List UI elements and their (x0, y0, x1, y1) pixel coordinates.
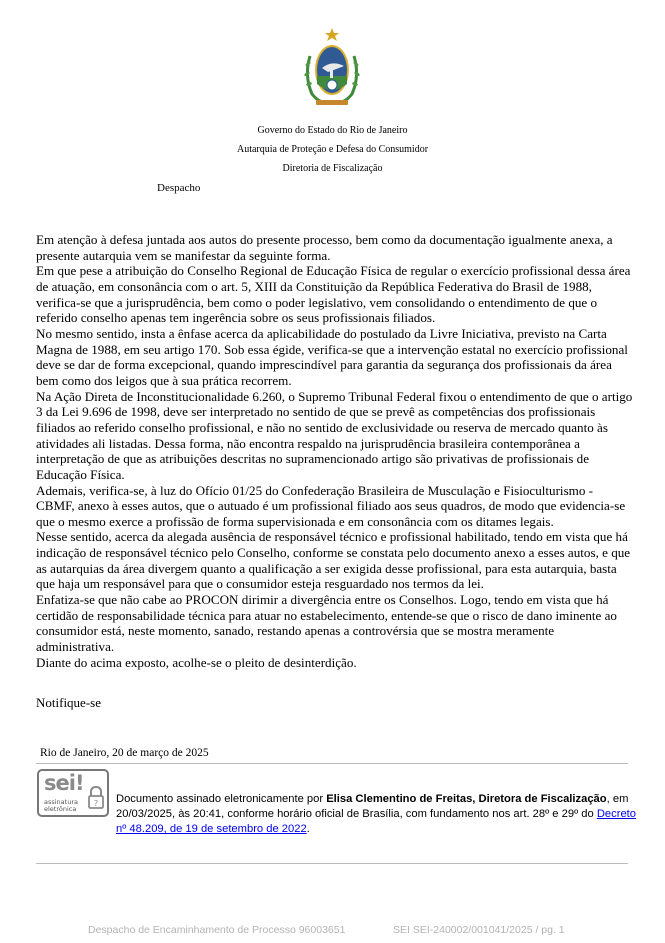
document-body (36, 232, 634, 670)
signature-text (116, 792, 636, 837)
signature-suffix: . (306, 823, 310, 835)
footer-process-page: SEI SEI-240002/001041/2025 / pg. 1 (393, 924, 565, 936)
header-government: Governo do Estado do Rio de Janeiro (257, 125, 408, 136)
signature-details: , em 20/03/2025, às 20:41, conforme horário oficial de Brasília, com fundamento nos art. 28º e 29º do (116, 793, 629, 820)
paragraph: Em atenção à defesa juntada aos autos do presente processo, bem como da documentação igualmente anexa, a presente autarquia vem se manifestar da seguinte forma. (36, 232, 613, 263)
paragraph: Diante do acima exposto, acolhe-se o pleito de desinterdição. (36, 654, 357, 670)
paragraph: Na Ação Direta de Inconstitucionalidade 6.260, o Supremo Tribunal Federal fixou o entendimento de que o artigo 3 da Lei 9.696 de 1998, deve ser interpretado no sentido de que se prevê as competências dos profissionais filiados ao referido conselho profissional, e não no sentido de exclusividade ou reserva de mercado quanto às atividades ali listadas. Dessa forma, não encontra respaldo na jurisprudência brasileira contemporânea a interpretação de que as atribuições descritas no supramencionado artigo são privativas de profissionais de Educação Física. (36, 388, 633, 482)
closing-notify: Notifique-se (36, 695, 101, 710)
paragraph: No mesmo sentido, insta a ênfase acerca da aplicabilidade do postulado da Livre Iniciativa, previsto na Carta Magna de 1988, em seu artigo 170. Sob essa égide, verifica-se que a intervenção estatal no exercício profissional deve se dar de forma excepcional, quando imprescindível para garantia da segurança dos profissionais da área bem como dos leigos que à sua prática recorrem. (36, 325, 628, 388)
paragraph: Em que pese a atribuição do Conselho Regional de Educação Física de regular o exercício profissional dessa área de atuação, em consonância com o art. 5, XIII da Constituição da República Federativa do Brasil de 1988, verifica-se que a jurisprudência, bem como o poder legislativo, vem consolidando o entendimento de que o referido conselho apenas tem ingerência sobre os seus profissionais filiados. (36, 263, 631, 326)
lock-icon (87, 785, 105, 811)
header-directorate: Diretoria de Fiscalização (282, 163, 383, 174)
header-agency: Autarquia de Proteção e Defesa do Consumidor (236, 144, 429, 155)
svg-text:?: ? (93, 799, 99, 808)
signature-prefix: Documento assinado eletronicamente por (116, 793, 327, 805)
paragraph: Enfatiza-se que não cabe ao PROCON dirimir a divergência entre os Conselhos. Logo, tendo em vista que há certidão de responsabilidade técnica para atuar no estabelecimento, entende-se que o risco de dano iminente ao consumidor está, neste momento, sanado, restando apenas a controvérsia que se mostra meramente administrativa. (36, 592, 617, 655)
divider (36, 763, 628, 764)
divider (36, 863, 628, 864)
signer-name: Elisa Clementino de Freitas, Diretora de Fiscalização (326, 793, 607, 805)
paragraph: Ademais, verifica-se, à luz do Ofício 01/25 do Confederação Brasileira de Musculação e Fisioculturismo - CBMF, anexo à esses autos, que o autuado é um profissional filiado aos seus quadros, de modo que evidencia-se que o mesmo exerce a profissão de forma supervisionada e em consonância com os ditames legais. (36, 482, 626, 529)
place-date: Rio de Janeiro, 20 de março de 2025 (40, 747, 209, 759)
sei-logo-text: sei! (44, 771, 84, 795)
document-type: Despacho (157, 182, 201, 194)
footer-document-id: Despacho de Encaminhamento de Processo 96003651 (88, 924, 346, 936)
stamp-subtitle-2: eletrônica (44, 805, 77, 813)
stamp-subtitle-1: assinatura (44, 798, 78, 806)
coat-of-arms-icon (298, 26, 366, 110)
decree-link[interactable]: Decreto nº 48.209, de 19 de setembro de 2022 (116, 808, 637, 835)
sei-signature-stamp (37, 769, 109, 817)
paragraph: Nesse sentido, acerca da alegada ausência de responsável técnico e profissional habilitado, tendo em vista que há indicação de responsável técnico pelo Conselho, conforme se constata pelo documento anexo a esses autos, e que as autarquias da área divergem quanto a qualificação a ser exigida desse profissional, para esta autarquia, basta que haja um responsável para que o consumidor esteja resguardado nos termos da lei. (36, 529, 631, 592)
